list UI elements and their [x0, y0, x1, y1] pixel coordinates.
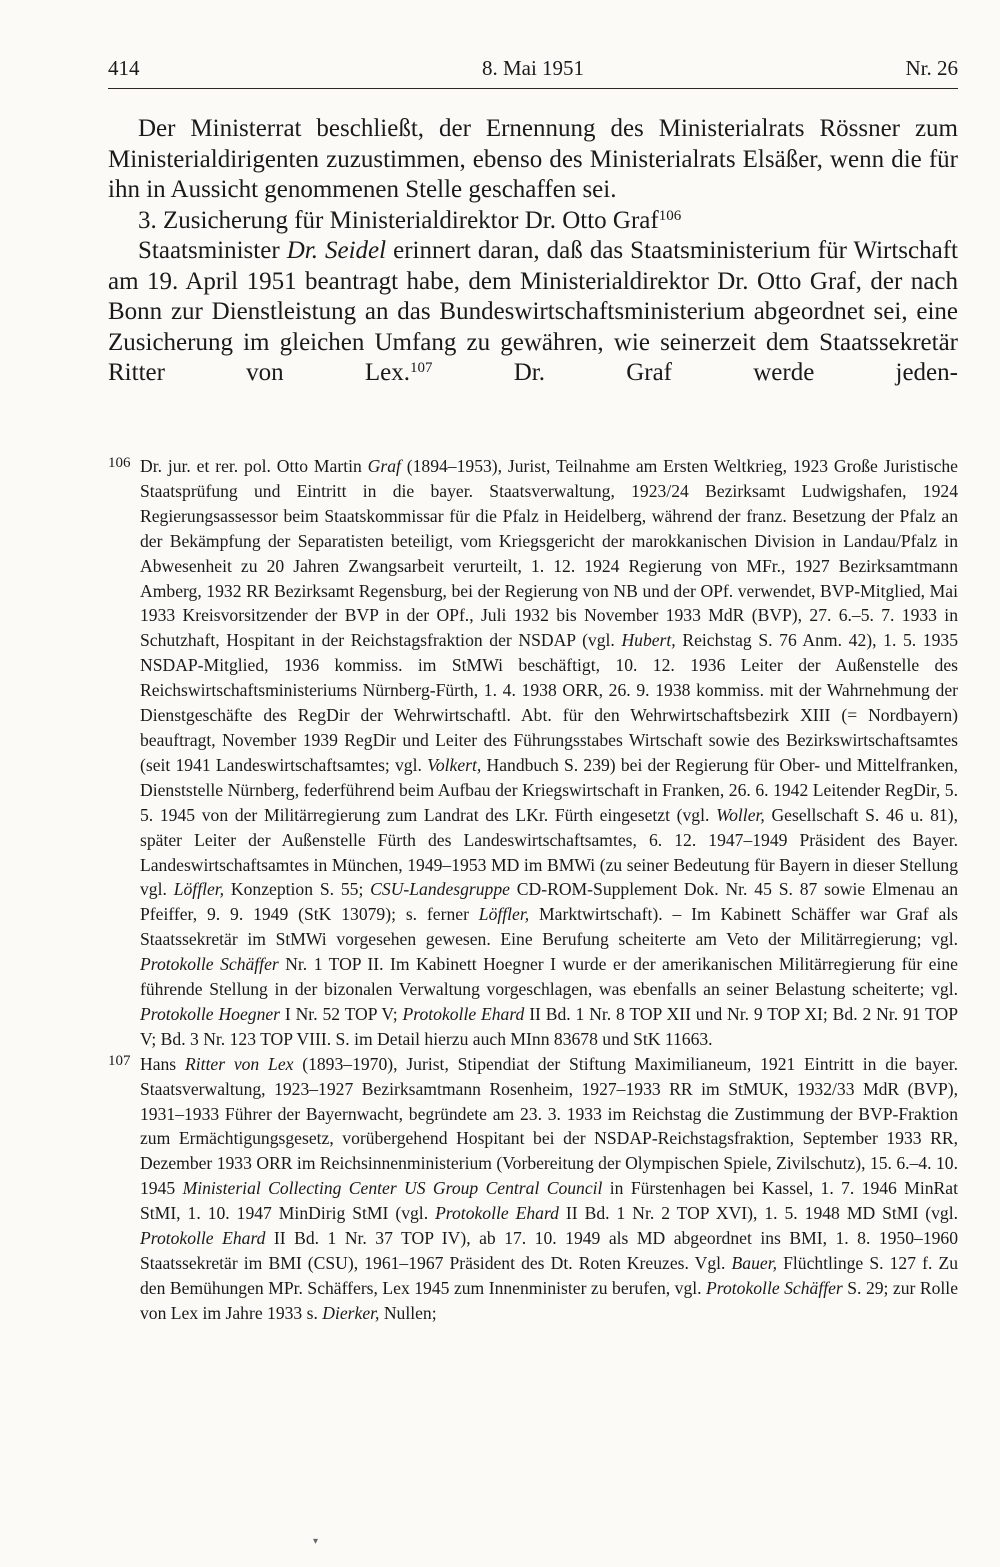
text-run: Staatsminister [138, 237, 287, 264]
text-run: I Nr. 52 TOP V; [280, 1003, 403, 1024]
text-run: (1894–1953), Jurist, Teilnahme am Ersten Weltkrieg, 1923 Große Juristische Staatsprüfung und Eintritt in die bayer. Staatsverwaltung, 1923/24 Bezirksamt Ludwigshafen, 1924 Regierungsassessor beim Staatskommissar für die Pfalz in Heidelberg, während der franz. Besetzung der Pfalz an der Bekämpfung der Separatisten beteiligt, vom Kriegsgericht der marokkanischen Division in Landau/Pfalz in Abwesenheit zu 20 Jahren Zwangsarbeit verurteilt, 1. 12. 1924 Regierung von MFr., 1927 Bezirksamtmann Amberg, 1932 RR Bezirksamt Regensburg, bei der Regierung von NB und der OPf. verwendet, BVP-Mitglied, Mai 1933 Kreisvorsitzender der BVP in der OPf., Juli 1932 bis November 1933 MdR (BVP), 27. 6.–5. 7. 1933 in Schutzhaft, Hospitant in der Reichstagsfraktion der NSDAP (vgl. [140, 456, 958, 651]
italic-run: CSU-Landesgruppe [370, 879, 510, 900]
print-mark-icon: ▾ [313, 1536, 319, 1547]
text-run: II Bd. 1 Nr. 2 TOP XVI), 1. 5. 1948 MD StMI (vgl. [558, 1203, 959, 1224]
text-run: CD-ROM-Supplement Dok. Nr. 45 S. 87 sowie Elmenau an Pfeiffer, 9. 9. 1949 (StK 13079); s. ferner [140, 879, 959, 925]
italic-run: Hubert, [621, 630, 676, 651]
text-run: erinnert daran, daß das Staatsministerium für Wirtschaft am 19. April 1951 beantragt habe, dem Ministerialdirektor Dr. Otto Graf, der nach Bonn zur Dienstleistung an das Bundeswirtschaftsministerium abgeordnet sei, eine Zusicherung im gleichen Umfang zu gewähren, wie seinerzeit dem Staatssekretär Ritter von Lex. [108, 237, 958, 386]
italic-run: Protokolle Schäffer [140, 954, 279, 975]
text-run: in Fürstenhagen bei Kassel, 1. 7. 1946 MinRat StMI, 1. 10. 1947 MinDirig StMI (vgl. [140, 1178, 958, 1224]
agenda-item-text: 3. Zusicherung für Ministerialdirektor Dr. Otto Graf [138, 206, 659, 234]
text-run: II Bd. 1 Nr. 37 TOP IV), ab 17. 10. 1949 als MD abgeordnet ins BMI, 1. 8. 1950–1960 Staatssekretär im BMI (CSU), 1961–1967 Präsident des Dt. Roten Kreuzes. Vgl. [140, 1228, 959, 1273]
italic-run: Dierker, [322, 1302, 380, 1323]
italic-run: Protokolle Ehard [140, 1228, 266, 1249]
text-run: Flüchtlinge S. 127 f. Zu den Bemühungen MPr. Schäffers, Lex 1945 zum Innenminister zu berufen, vgl. [140, 1253, 958, 1298]
footnote-107 [108, 1052, 958, 1326]
text-run: Handbuch S. 239) bei der Regierung für Ober- und Mittelfranken, Dienststelle Nürnberg, federführend beim Aufbau der Kriegswirtschaft in Franken, 26. 6. 1942 Leitender RegDir, 5. 5. 1945 von der Militärregierung zum Landrat des LKr. Fürth eingesetzt (vgl. [140, 754, 958, 825]
footnote-number: 107 [108, 1052, 131, 1069]
speaker-name: Dr. Seidel [286, 237, 387, 264]
paragraph-decision: Der Ministerrat beschließt, der Ernennung des Ministerialrats Rössner zum Ministerialdirigenten zuzustimmen, ebenso des Ministerialrats Elsäßer, wenn die für ihn in Aussicht genommenen Stelle geschaffen sei. [108, 115, 958, 203]
main-text [108, 114, 958, 389]
text-run: II Bd. 1 Nr. 8 TOP XII und Nr. 9 TOP XI; Bd. 2 Nr. 91 TOP V; Bd. 3 Nr. 123 TOP VIII. S. im Detail hierzu auch MInn 83678 und StK 11663. [140, 1003, 958, 1049]
page-number: 414 [108, 56, 140, 80]
italic-run: Bauer, [731, 1253, 777, 1273]
header-issue: Nr. 26 [905, 56, 958, 80]
italic-run: Woller, [716, 804, 765, 825]
paragraph-seidel [108, 236, 958, 389]
italic-run: Graf [367, 456, 401, 476]
footnote-text [140, 1052, 958, 1326]
footnote-number: 106 [108, 455, 131, 471]
text-run: Gesellschaft S. 46 u. 81), später Leiter der Außenstelle Fürth des Landeswirtschaftsamtes, 6. 12. 1947–1949 Präsident des Bayer. Landeswirtschaftsamtes in München, 1949–1953 MD im BMWi (zu seiner Bedeutung für Bayern in dieser Stellung vgl. [140, 804, 958, 900]
italic-run: Protokolle Schäffer [706, 1277, 843, 1298]
italic-run: Ministerial Collecting Center US Group Central Council [182, 1178, 603, 1199]
running-header [108, 48, 958, 89]
text-run: Nr. 1 TOP II. Im Kabinett Hoegner I wurde er der amerikanischen Militärregierung für eine führende Stellung in der bizonalen Verwaltung vorgeschlagen, was ebenfalls an seiner Belastung scheiterte; vgl. [140, 954, 958, 1000]
text-run: Hans [140, 1053, 185, 1074]
text-run: Reichstag S. 76 Anm. 42), 1. 5. 1935 NSDAP-Mitglied, 1936 kommiss. im StMWi beschäftigt, 10. 12. 1936 Leiter der Außenstelle des Reichswirtschaftsministeriums Nürnberg-Fürth, 1. 4. 1938 ORR, 26. 9. 1938 kommiss. mit der Wahrnehmung der Dienstgeschäfte des RegDir der Wehrwirtschaftl. Abt. für den Wehrwirtschaftsbezirk XIII (= Nordbayern) beauftragt, November 1939 RegDir und Leiter des Führungsstabes Wirtschaft sowie des Bezirkswirtschaftsamtes (seit 1941 Landeswirtschaftsamtes; vgl. [140, 630, 958, 775]
italic-run: Protokolle Ehard [435, 1203, 559, 1224]
footnote-text [140, 454, 958, 1052]
text-run: (1893–1970), Jurist, Stipendiat der Stiftung Maximilianeum, 1921 Eintritt in die bayer. Staatsverwaltung, 1923–1927 Bezirksamtmann Rosenheim, 1927–1933 RR im StMUK, 1932/33 MdR (BVP), 1931–1933 Führer der Bayernwacht, begründete am 23. 3. 1933 im Reichstag die Zustimmung der BVP-Fraktion zum Ermächtigungsgesetz, vorübergehend Hospitant bei der NSDAP-Reichstagsfraktion, September 1933 RR, Dezember 1933 ORR im Reichsinnenministerium (Vorbereitung der Olympischen Spiele, Zivilschutz), 15. 6.–4. 10. 1945 [140, 1053, 959, 1199]
text-run: Konzeption S. 55; [224, 879, 371, 900]
italic-run: Ritter von Lex [184, 1053, 294, 1074]
footnotes [108, 454, 958, 1326]
footnote-ref-107: 107 [410, 359, 433, 376]
italic-run: Löffler, [173, 879, 225, 900]
text-run: S. 29; zur Rolle von Lex im Jahre 1933 s. [140, 1277, 958, 1323]
italic-run: Volkert, [427, 754, 482, 775]
italic-run: Löffler, [478, 904, 530, 925]
footnote-ref-106: 106 [658, 207, 682, 224]
footnote-106 [108, 454, 958, 1052]
italic-run: Protokolle Hoegner [140, 1003, 281, 1024]
italic-run: Protokolle Ehard [402, 1003, 525, 1024]
agenda-item-heading [108, 206, 958, 237]
header-date: 8. Mai 1951 [481, 56, 585, 80]
text-run: Nullen; [379, 1302, 437, 1323]
text-run: Marktwirtschaft). – Im Kabinett Schäffer war Graf als Staatssekretär im StMWi vorgesehen gewesen. Eine Berufung scheiterte am Veto der Militärregierung; vgl. [140, 904, 958, 950]
text-run: Dr. jur. et rer. pol. Otto Martin [140, 456, 368, 476]
text-run: Dr. Graf werde jeden- [432, 359, 958, 386]
